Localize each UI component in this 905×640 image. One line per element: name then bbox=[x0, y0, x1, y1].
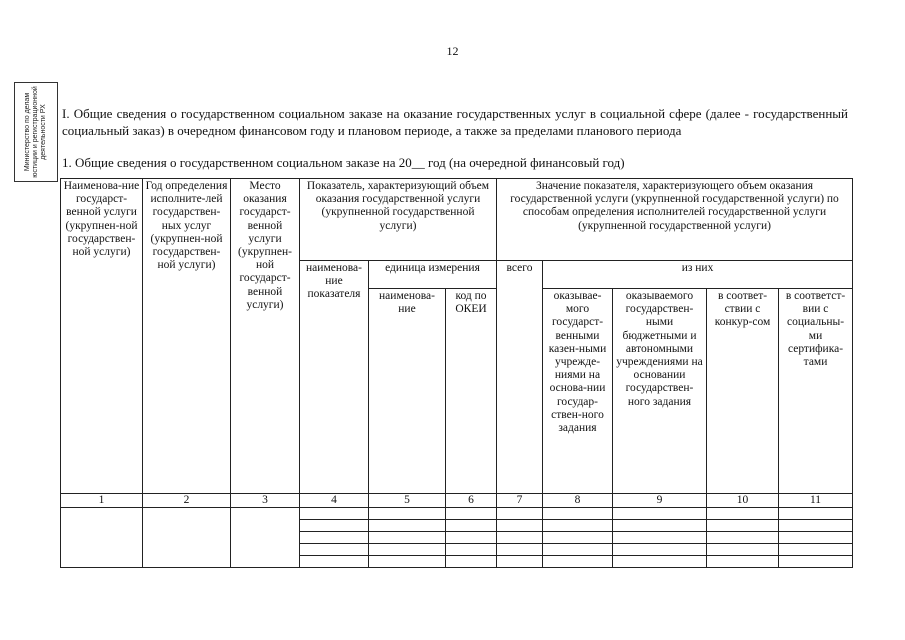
table-row bbox=[61, 508, 853, 520]
table-cell bbox=[446, 544, 497, 556]
table-cell bbox=[300, 532, 369, 544]
header-service-name: Наименова-ние государст-венной услуги (укрупнен-ной государствен-ной услуги) bbox=[61, 179, 143, 494]
table-cell bbox=[446, 556, 497, 568]
table-cell bbox=[300, 520, 369, 532]
subsection-heading: 1. Общие сведения о государственном социальном заказе на 20__ год (на очередной финансовый год) bbox=[62, 155, 625, 170]
table-cell bbox=[143, 508, 231, 568]
header-unit-group: единица измерения bbox=[369, 261, 497, 289]
social-order-table bbox=[60, 178, 853, 568]
table-cell bbox=[446, 520, 497, 532]
col-number: 10 bbox=[707, 494, 779, 508]
section-heading: I. Общие сведения о государственном социальном заказе на оказание государственных услуг в социальной сфере (далее - государственный социальный заказ) в очередном финансовом году и плановом периоде, а также за пределами планового периода bbox=[62, 106, 848, 138]
stamp-text: Министерство по делам юстиции и регистрационной деятельности РХ bbox=[24, 86, 47, 178]
col-number: 4 bbox=[300, 494, 369, 508]
header-okei-code: код по ОКЕИ bbox=[446, 289, 497, 494]
header-year: Год определения исполните-лей государствен-ных услуг (укрупнен-ной государствен-ной услуги) bbox=[143, 179, 231, 494]
table-cell bbox=[543, 556, 613, 568]
table-cell bbox=[613, 520, 707, 532]
col-number: 3 bbox=[231, 494, 300, 508]
table-cell bbox=[613, 508, 707, 520]
col-number: 11 bbox=[779, 494, 853, 508]
header-indicator-group: Показатель, характеризующий объем оказания государственной услуги (укрупненной государственной услуги) bbox=[300, 179, 497, 261]
table-cell bbox=[369, 556, 446, 568]
table-cell bbox=[446, 532, 497, 544]
registration-stamp bbox=[14, 82, 58, 182]
header-kazennye: оказывае-мого государст-венными казен-ными учрежде-ниями на основа-нии государ-ствен-ного задания bbox=[543, 289, 613, 494]
table-cell bbox=[369, 544, 446, 556]
table-cell bbox=[779, 556, 853, 568]
table-cell bbox=[543, 520, 613, 532]
table-cell bbox=[300, 556, 369, 568]
table-cell bbox=[497, 544, 543, 556]
table-cell bbox=[497, 532, 543, 544]
col-number: 8 bbox=[543, 494, 613, 508]
col-number: 2 bbox=[143, 494, 231, 508]
header-total: всего bbox=[497, 261, 543, 494]
table-cell bbox=[543, 532, 613, 544]
header-indicator-name: наименова-ние показателя bbox=[300, 261, 369, 494]
table-cell bbox=[613, 544, 707, 556]
table-cell bbox=[613, 556, 707, 568]
header-place: Место оказания государст-венной услуги (укрупнен-ной государст-венной услуги) bbox=[231, 179, 300, 494]
header-budget-autonomous: оказываемого государствен-ными бюджетными и автономными учреждениями на основании государствен-ного задания bbox=[613, 289, 707, 494]
table-cell bbox=[543, 508, 613, 520]
col-number: 6 bbox=[446, 494, 497, 508]
header-unit-name: наименова-ние bbox=[369, 289, 446, 494]
table-cell bbox=[300, 544, 369, 556]
column-numbers-row bbox=[61, 494, 853, 508]
header-certificates: в соответст-вии с социальны-ми сертифика-тами bbox=[779, 289, 853, 494]
col-number: 7 bbox=[497, 494, 543, 508]
table-cell bbox=[369, 520, 446, 532]
table-cell bbox=[497, 508, 543, 520]
table-cell bbox=[369, 532, 446, 544]
col-number: 1 bbox=[61, 494, 143, 508]
table-cell bbox=[779, 520, 853, 532]
table-cell bbox=[300, 508, 369, 520]
table-cell bbox=[497, 520, 543, 532]
table-cell bbox=[707, 520, 779, 532]
table-cell bbox=[369, 508, 446, 520]
table-cell bbox=[707, 508, 779, 520]
table-cell bbox=[707, 544, 779, 556]
table-cell bbox=[707, 556, 779, 568]
table-cell bbox=[231, 508, 300, 568]
col-number: 5 bbox=[369, 494, 446, 508]
table-cell bbox=[779, 508, 853, 520]
col-number: 9 bbox=[613, 494, 707, 508]
table-cell bbox=[497, 556, 543, 568]
header-competition: в соответ-ствии с конкур-сом bbox=[707, 289, 779, 494]
table-cell bbox=[779, 532, 853, 544]
header-of-which: из них bbox=[543, 261, 853, 289]
table-cell bbox=[707, 532, 779, 544]
table-cell bbox=[61, 508, 143, 568]
table-cell bbox=[779, 544, 853, 556]
table-cell bbox=[543, 544, 613, 556]
table-cell bbox=[613, 532, 707, 544]
page-number: 12 bbox=[446, 44, 459, 58]
header-value-group: Значение показателя, характеризующего объем оказания государственной услуги (укрупненной государственной услуги) по способам определения исполнителей государственной услуги (укрупненной государственной услуги) bbox=[497, 179, 853, 261]
table-cell bbox=[446, 508, 497, 520]
